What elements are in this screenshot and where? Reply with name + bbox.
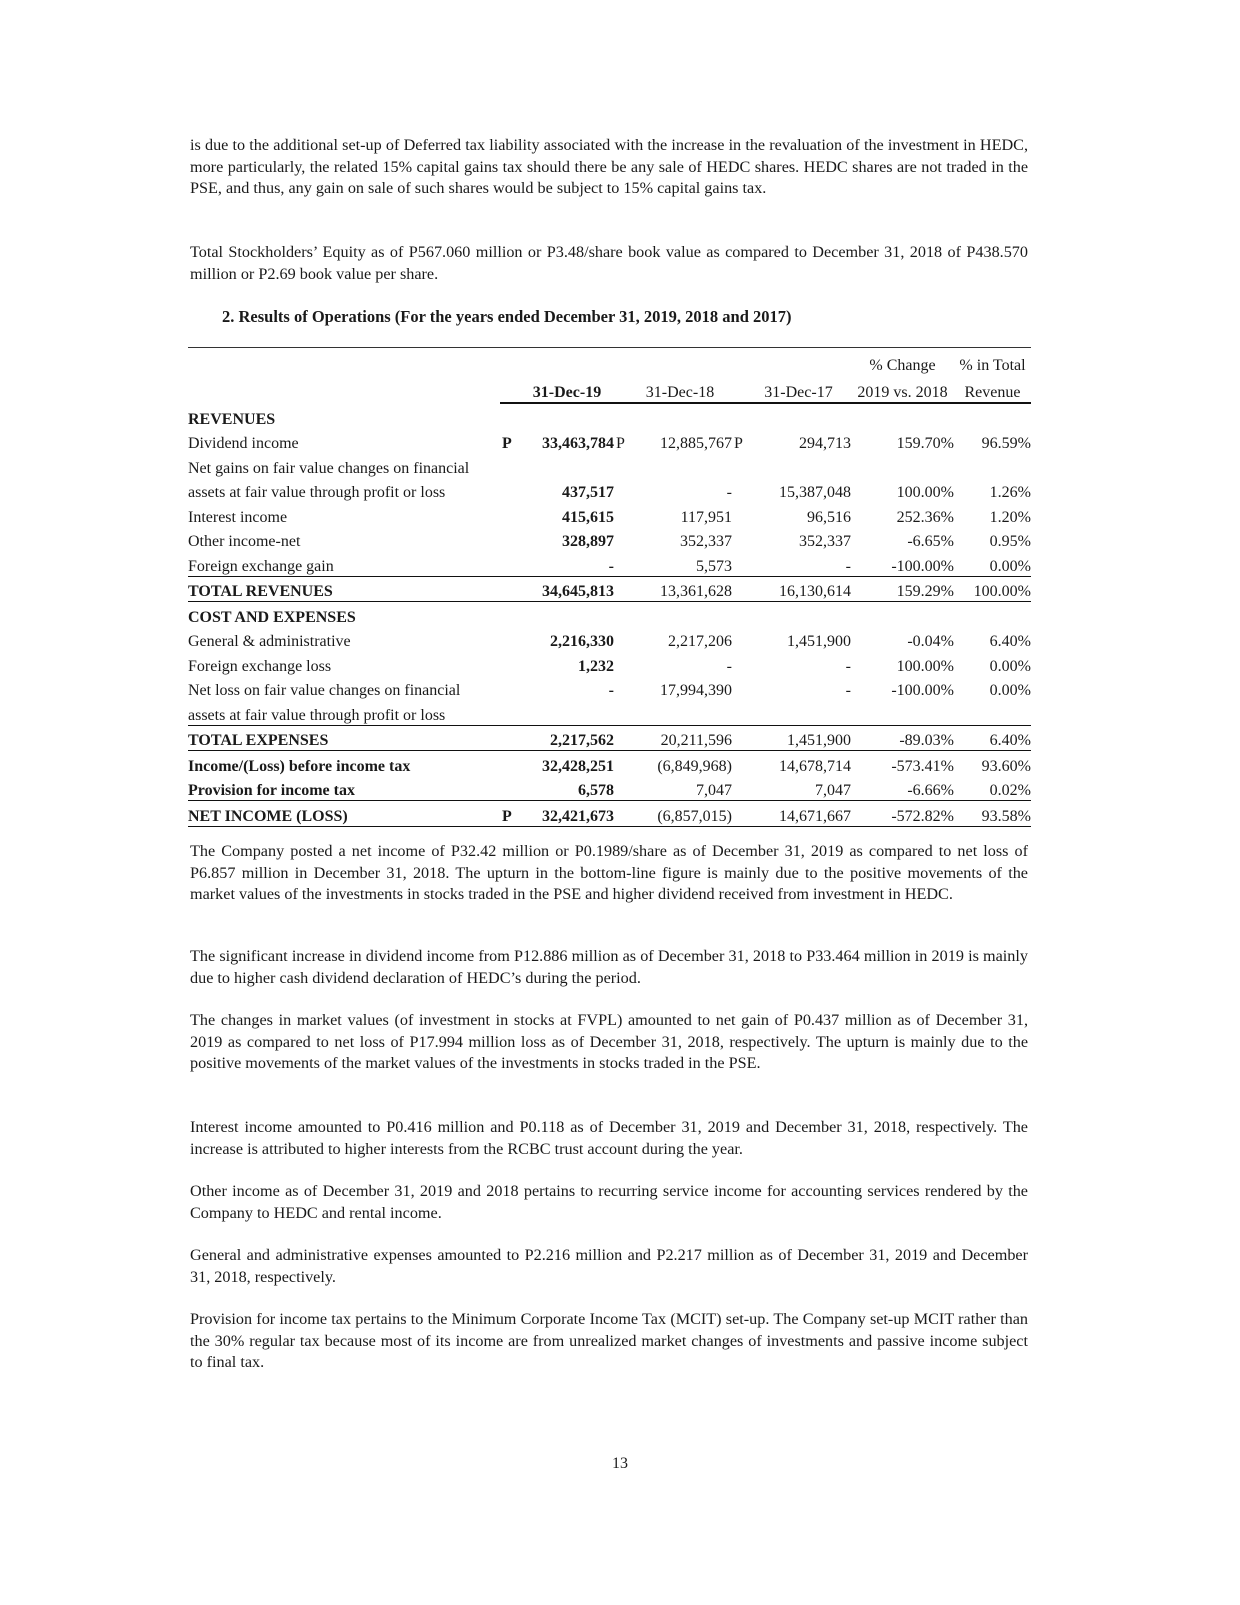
value-2017: 7,047: [746, 776, 851, 801]
table-row-income-before-tax: [188, 751, 1031, 776]
row-label: TOTAL EXPENSES: [188, 725, 500, 751]
paragraph-net-income: The Company posted a net income of P32.42 million or P0.1989/share as of December 31, 2019 as compared to net loss of P6.857 million in December 31, 2018. The upturn in the bottom-line figure is mainly due to the positive movements of the market values of the investments in stocks traded in the PSE and higher dividend received from investment in HEDC.: [190, 842, 1028, 903]
value-2017: 16,130,614: [746, 576, 851, 602]
value-change: 159.70%: [896, 435, 954, 452]
value-2019: 32,421,673: [520, 801, 614, 827]
table-row-total-expenses: [188, 725, 1031, 751]
row-label: Net gains on fair value changes on financial: [188, 459, 470, 477]
row-label: Interest income: [188, 508, 288, 526]
value-total: 1.20%: [989, 508, 1031, 526]
header-2018: 31-Dec-18: [628, 375, 732, 403]
value-change: -573.41%: [891, 757, 954, 775]
value-change: -100.00%: [851, 551, 954, 576]
table-row-fx-loss: [188, 651, 1031, 676]
paragraph-general-admin: General and administrative expenses amounted to P2.216 million and P2.217 million as of December 31, 2019 and December 31, 2018, respectively.: [190, 1246, 1028, 1286]
value-2017: -: [746, 551, 851, 576]
value-change: -89.03%: [851, 725, 954, 751]
row-label: TOTAL REVENUES: [188, 576, 500, 602]
header-row-bottom: [188, 375, 1031, 403]
header-2017: 31-Dec-17: [746, 375, 851, 403]
value-2017: 294,713: [799, 435, 851, 452]
header-2019: 31-Dec-19: [520, 375, 614, 403]
value-total: 93.60%: [981, 757, 1031, 775]
header-change-top: % Change: [869, 357, 936, 374]
value-2018: 20,211,596: [628, 725, 732, 751]
value-2017: -: [845, 682, 851, 699]
currency-symbol: P: [734, 435, 743, 452]
section-revenues-row: [188, 403, 1031, 429]
value-2019: 415,615: [562, 508, 614, 526]
section-heading: 2. Results of Operations (For the years ended December 31, 2019, 2018 and 2017): [222, 307, 792, 326]
value-change: -6.66%: [907, 782, 954, 799]
table-row-interest: [188, 502, 1031, 527]
header-row-top: [188, 348, 1031, 376]
table-row-fx-gain: [188, 551, 1031, 576]
value-2019: 6,578: [520, 776, 614, 801]
header-total-bottom: Revenue: [954, 375, 1031, 403]
value-change: 100.00%: [896, 657, 954, 675]
value-change: -6.65%: [907, 533, 954, 550]
value-2019: 437,517: [562, 484, 614, 501]
paragraph-provision-tax: Provision for income tax pertains to the Minimum Corporate Income Tax (MCIT) set-up. The Company set-up MCIT rather than the 30% regular tax because most of its income are from unrealized market changes of investments and passive income subject to final tax.: [190, 1310, 1028, 1371]
value-2017: 1,451,900: [787, 633, 851, 650]
table-row-netgains-label: [188, 453, 1031, 478]
row-label: Foreign exchange loss: [188, 657, 332, 675]
row-label: Income/(Loss) before income tax: [188, 757, 411, 775]
value-2019: -: [520, 551, 614, 576]
value-2017: 96,516: [807, 508, 851, 526]
value-2018: 5,573: [628, 551, 732, 576]
value-2017: 14,678,714: [779, 757, 851, 775]
row-label: Dividend income: [188, 435, 299, 452]
results-of-operations-table: [188, 347, 1031, 827]
value-2018: 7,047: [628, 776, 732, 801]
paragraph-market-values: The changes in market values (of investment in stocks at FVPL) amounted to net gain of P0.437 million as of December 31, 2019 as compared to net loss of P17.994 million loss as of December 31, 2018, respectively. The upturn is mainly due to the positive movements of the market values of the investments in stocks traded in the PSE.: [190, 1011, 1028, 1072]
value-2019: 2,216,330: [550, 633, 614, 650]
value-total: 6.40%: [989, 633, 1031, 650]
value-2017: 14,671,667: [746, 801, 851, 827]
value-change: 100.00%: [896, 484, 954, 501]
value-2017: 352,337: [799, 533, 851, 550]
value-total: 0.95%: [989, 533, 1031, 550]
value-2018: -: [726, 484, 732, 501]
value-2018: (6,849,968): [657, 757, 732, 775]
value-2018: 12,885,767: [660, 435, 732, 452]
currency-symbol: P: [502, 435, 512, 452]
table-row-netloss: [188, 676, 1031, 701]
value-2019: 34,645,813: [520, 576, 614, 602]
value-2018: 17,994,390: [660, 682, 732, 699]
value-2019: 32,428,251: [542, 757, 614, 775]
paragraph-dividend-income: The significant increase in dividend income from P12.886 million as of December 31, 2018 to P33.464 million in 2019 is mainly due to higher cash dividend declaration of HEDC’s during the period.: [190, 947, 1028, 987]
value-2018: -: [726, 657, 732, 675]
row-label: Provision for income tax: [188, 782, 355, 799]
value-2017: 15,387,048: [779, 484, 851, 501]
table-row-total-revenues: [188, 576, 1031, 602]
row-label: Other income-net: [188, 533, 301, 550]
paragraph-stockholders-equity: Total Stockholders’ Equity as of P567.060 million or P3.48/share book value as compared to December 31, 2018 of P438.570 million or P2.69 book value per share.: [190, 243, 1028, 283]
table-row-provision: [188, 776, 1031, 801]
value-total: 0.02%: [989, 782, 1031, 799]
value-total: 0.00%: [954, 551, 1031, 576]
value-change: -572.82%: [851, 801, 954, 827]
value-change: -0.04%: [907, 633, 954, 650]
value-2019: 33,463,784: [542, 435, 614, 452]
value-2017: 1,451,900: [746, 725, 851, 751]
paragraph-other-income: Other income as of December 31, 2019 and 2018 pertains to recurring service income for accounting services rendered by the Company to HEDC and rental income.: [190, 1182, 1028, 1222]
value-2019: -: [608, 682, 614, 699]
costs-label: COST AND EXPENSES: [188, 608, 356, 626]
table-row-netgains: [188, 478, 1031, 503]
row-label: Net loss on fair value changes on financial: [188, 682, 461, 699]
value-2019: 1,232: [578, 657, 614, 675]
paragraph-interest-income: Interest income amounted to P0.416 million and P0.118 as of December 31, 2019 and December 31, 2018, respectively. The increase is attributed to higher interests from the RCBC trust account during the year.: [190, 1118, 1028, 1158]
revenues-label: REVENUES: [188, 410, 276, 428]
value-total: 93.58%: [954, 801, 1031, 827]
value-2017: -: [845, 657, 851, 675]
value-change: 252.36%: [896, 508, 954, 526]
value-2019: 2,217,562: [520, 725, 614, 751]
value-2018: 2,217,206: [668, 633, 732, 650]
value-2018: 13,361,628: [628, 576, 732, 602]
row-label: General & administrative: [188, 633, 351, 650]
value-2018: 117,951: [680, 508, 732, 526]
table-row-other-income: [188, 527, 1031, 552]
row-label: Foreign exchange gain: [188, 551, 500, 576]
section-costs-row: [188, 602, 1031, 627]
currency-symbol: P: [500, 801, 520, 827]
value-total: 96.59%: [981, 435, 1031, 452]
value-total: 6.40%: [954, 725, 1031, 751]
value-change: 159.29%: [851, 576, 954, 602]
value-2018: 352,337: [680, 533, 732, 550]
value-total: 0.00%: [989, 682, 1031, 699]
header-change-bottom: 2019 vs. 2018: [851, 375, 954, 403]
value-2018: (6,857,015): [628, 801, 732, 827]
value-2019: 328,897: [562, 533, 614, 550]
header-total-top: % in Total: [959, 357, 1026, 374]
table-row-general-admin: [188, 627, 1031, 652]
value-total: 0.00%: [989, 657, 1031, 675]
value-total: 1.26%: [989, 484, 1031, 501]
paragraph-deferred-tax: is due to the additional set-up of Deferred tax liability associated with the increase in the revaluation of the investment in HEDC, more particularly, the related 15% capital gains tax should there be any sale of HEDC shares. HEDC shares are not traded in the PSE, and thus, any gain on sale of such shares would be subject to 15% capital gains tax.: [190, 136, 1028, 197]
table-row-net-income: [188, 801, 1031, 827]
row-label: assets at fair value through profit or loss: [188, 484, 446, 501]
page-number: 13: [612, 1455, 628, 1472]
value-total: 100.00%: [954, 576, 1031, 602]
value-change: -100.00%: [891, 682, 954, 699]
table-row-dividend: [188, 429, 1031, 454]
row-label: assets at fair value through profit or loss: [188, 706, 446, 724]
row-label: NET INCOME (LOSS): [188, 801, 500, 827]
currency-symbol: P: [616, 435, 625, 452]
table-row-netloss-label: [188, 700, 1031, 725]
